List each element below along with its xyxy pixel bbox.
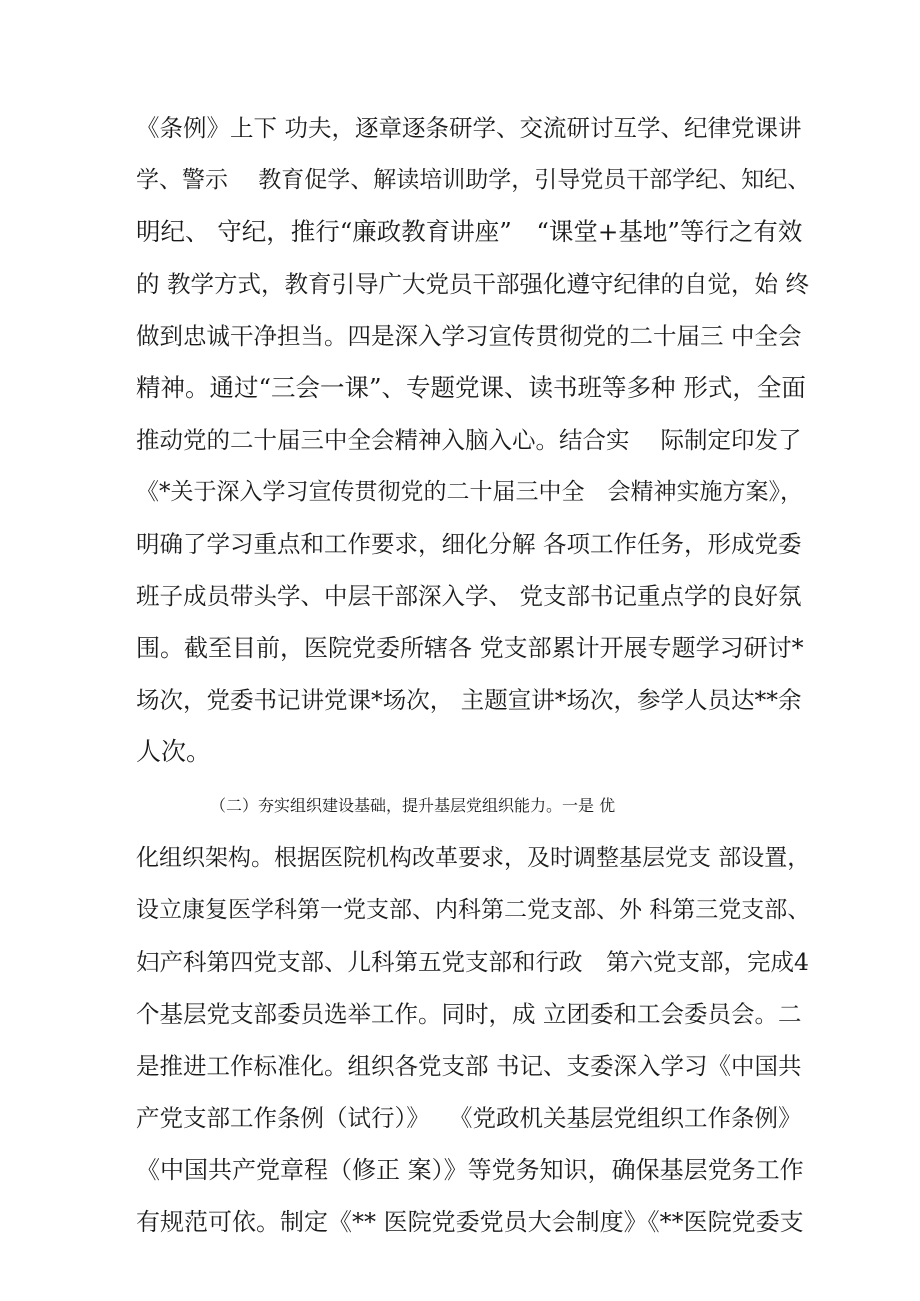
text-line: 围。截至目前，医院党委所辖各 党支部累计开展专题学习研讨* — [136, 634, 804, 662]
text-line: 《*关于深入学习宣传贯彻党的二十届三中全 会精神实施方案》， — [136, 479, 803, 505]
section-heading-line: （二）夯实组织建设基础，提升基层党组织能力。一是 优 — [210, 796, 616, 815]
text-line: 场次，党委书记讲党课*场次， 主题宣讲*场次，参学人员达**余 — [136, 686, 802, 714]
text-line: 个基层党支部委员选举工作。同时，成 立团委和工会委员会。二 — [136, 1000, 802, 1028]
text-line: 《中国共产党章程（修正 案）》等党务知识，确保基层党务工作 — [136, 1156, 804, 1184]
text-line: 《条例》上下 功夫，逐章逐条研学、交流研讨互学、纪律党课讲 — [136, 114, 802, 142]
text-line: 的 教学方式，教育引导广大党员干部强化遵守纪律的自觉，始 终 — [136, 270, 809, 298]
text-line: 推动党的二十届三中全会精神入脑入心。结合实 际制定印发了 — [136, 426, 802, 454]
text-line: 是推进工作标准化。组织各党支部 书记、支委深入学习《中国共 — [136, 1052, 802, 1080]
text-line: 设立康复医学科第一党支部、内科第二党支部、外 科第三党支部、 — [136, 897, 811, 923]
text-line: 班子成员带头学、中层干部深入学、 党支部书记重点学的良好氛 — [136, 582, 802, 610]
text-line: 有规范可依。制定《** 医院党委党员大会制度》《**医院党委支 — [136, 1208, 804, 1236]
text-line: 精神。通过“三会一课”、专题党课、读书班等多种 形式，全面 — [136, 373, 806, 402]
text-line: 明确了学习重点和工作要求，细化分解 各项工作任务，形成党委 — [136, 530, 802, 558]
text-line: 做到忠诚干净担当。四是深入学习宣传贯彻党的二十届三 中全会 — [136, 322, 802, 350]
text-line: 人次。 — [136, 737, 212, 766]
text-line: 妇产科第四党支部、儿科第五党支部和行政 第六党支部，完成4 — [136, 948, 809, 976]
text-line: 学、警示 教育促学、解读培训助学，引导党员干部学纪、知纪、 — [136, 167, 811, 193]
text-line: 明纪、 守纪，推行“廉政教育讲座” “课堂+基地”等行之有效 — [136, 217, 803, 246]
text-line: 产党支部工作条例（试行）》 《党政机关基层党组织工作条例》 — [136, 1104, 802, 1132]
text-line: 化组织架构。根据医院机构改革要求，及时调整基层党支 部设置， — [136, 845, 811, 871]
